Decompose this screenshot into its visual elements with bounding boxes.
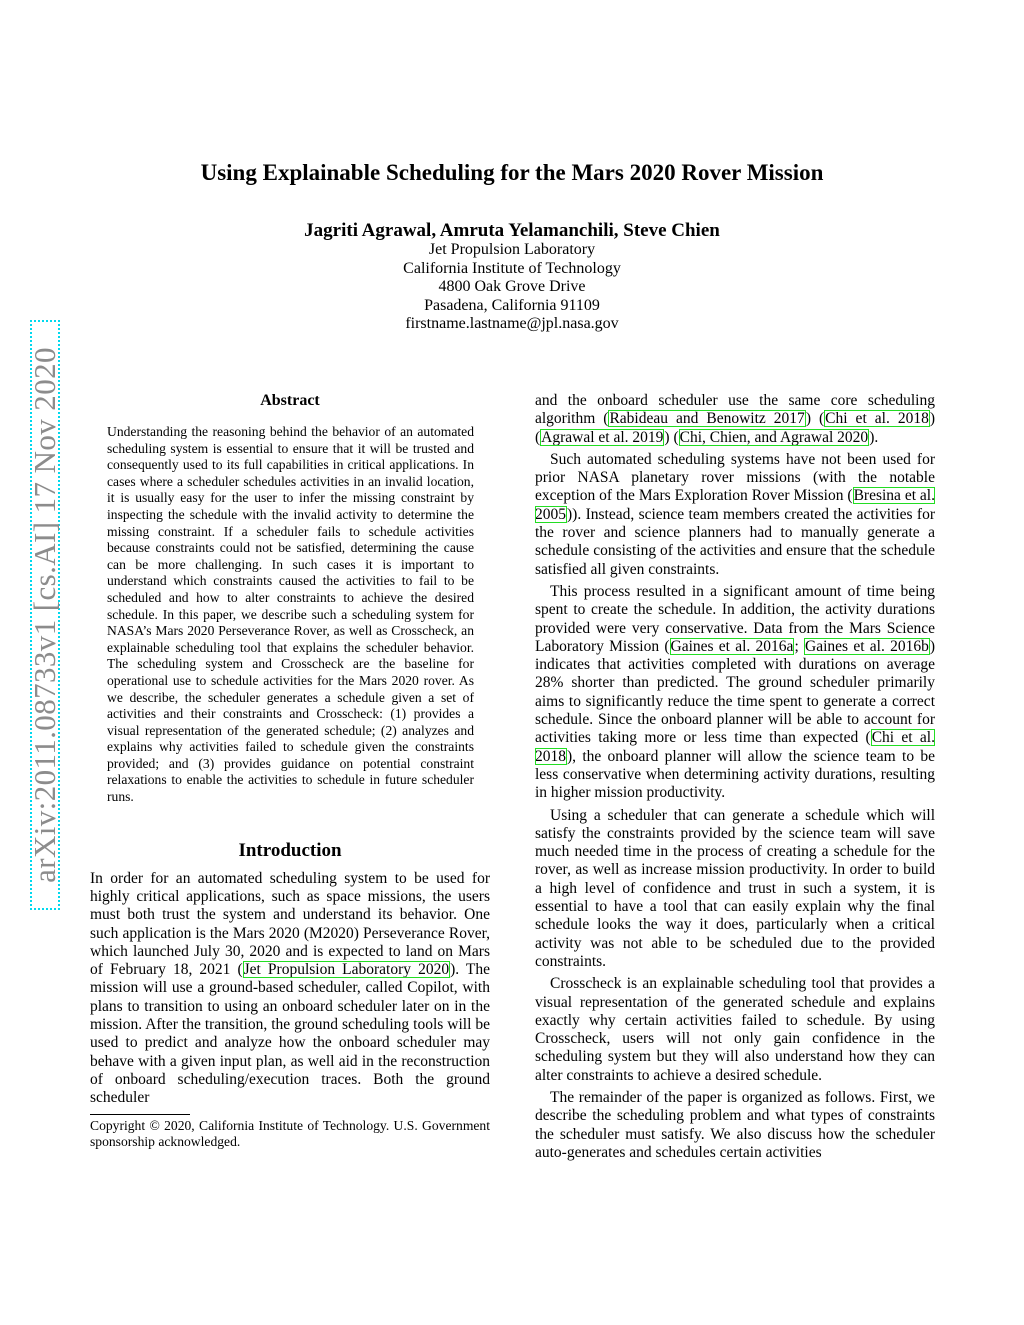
left-column: [90, 392, 490, 1150]
text-run: ) (: [535, 410, 935, 446]
text-run: ). The mission will use a ground-based scheduler, called Copilot, with plans to transition to using an onboard scheduler later on in the mission. After the transition, the ground scheduling tools will be used to predict and analyze how the onboard scheduler may behave with a given input plan, as well aid in the reconstruction of onboard scheduling/execution traces. Both the ground scheduler: [90, 961, 490, 1107]
text-run: ) (: [805, 410, 825, 428]
affiliation-line: California Institute of Technology: [403, 259, 621, 277]
author-email: firstname.lastname@jpl.nasa.gov: [405, 315, 619, 332]
introduction-paragraph: [90, 870, 490, 1108]
text-run: ;: [794, 637, 805, 655]
author-list: Jagriti Agrawal, Amruta Yelamanchili, Steve Chien: [304, 220, 720, 241]
citation-link[interactable]: Jet Propulsion Laboratory 2020: [243, 961, 450, 979]
text-run: In order for an automated scheduling system to be used for highly critical applications, such as space missions, the users must both trust the system and understand its behavior. One such application is the Mars 2020 (M2020) Perseverance Rover, which launched July 30, 2020 and is expected to land on Mars of February 18, 2021 (: [90, 869, 490, 979]
footnote-divider: [90, 1114, 190, 1115]
copyright-footnote: Copyright © 2020, California Institute of Technology. U.S. Government sponsorship acknowledged.: [90, 1117, 490, 1149]
affiliation-line: 4800 Oak Grove Drive: [438, 278, 586, 295]
body-paragraph: Crosscheck is an explainable scheduling tool that provides a visual representation of the generated schedule and explains exactly why certain activities failed to schedule. By using Crosscheck, users will not only gain confidence in the scheduling system but they will also understand how they can alter constraints to achieve a desired schedule.: [535, 975, 935, 1084]
affiliation-line: Jet Propulsion Laboratory: [428, 241, 596, 258]
affiliation-block: [0, 241, 1024, 334]
abstract-heading: Abstract: [260, 392, 320, 409]
citation-link[interactable]: Gaines et al. 2016b: [805, 637, 929, 655]
text-run: ), the onboard planner will allow the science team to be less conservative when determining activity durations, resulting in higher mission productivity.: [535, 747, 935, 802]
text-run: ) (: [664, 428, 679, 446]
body-paragraph: [535, 583, 935, 803]
body-paragraph: The remainder of the paper is organized as follows. First, we describe the scheduling problem and what types of constraints the scheduler must satisfy. We also discuss how the scheduler auto-generates and schedules certain activities: [535, 1088, 935, 1161]
body-paragraph: Using a scheduler that can generate a schedule which will satisfy the constraints provided by the science team will save much needed time in the process of creating a schedule for the rover, as well as increase mission productivity. In order to build a high level of confidence and trust in such a system, it is essential to have a tool that can easily explain why the final schedule looks the way it does, particularly when a critical activity was not able to be scheduled due to the provided constraints.: [535, 806, 935, 970]
text-run: Such automated scheduling systems have not been used for prior NASA planetary rover missions (with the notable exception of the Mars Exploration Rover Mission (: [535, 450, 935, 505]
affiliation-line: Pasadena, California 91109: [424, 296, 600, 314]
text-run: and the onboard scheduler use the same core scheduling algorithm (: [535, 392, 935, 428]
text-run: )). Instead, science team members created the activities for the rover and science planners had to manually generate a schedule consisting of the activities and ensure that the schedule satisfied all given constraints.: [535, 505, 935, 578]
text-run: ) indicates that activities completed with durations on average 28% shorter than predicted. The ground scheduler primarily aims to significantly reduce the time spent to generate a correct schedule. Since the onboard planner will be able to account for activities taking more or less time than expected (: [535, 637, 936, 747]
text-run: ).: [869, 428, 879, 446]
arxiv-identifier-text: arXiv:2011.08733v1 [cs.AI] 17 Nov 2020: [27, 347, 62, 883]
citation-link[interactable]: Bresina et al. 2005: [535, 487, 935, 523]
introduction-heading: Introduction: [238, 839, 342, 861]
citation-link[interactable]: Agrawal et al. 2019: [541, 428, 664, 446]
body-paragraph: [535, 392, 935, 447]
text-run: This process resulted in a significant amount of time being spent to create the schedule. In addition, the activity durations provided were very conservative. Data from the Mars Science Laboratory Mission (: [535, 582, 935, 655]
citation-link[interactable]: Chi, Chien, and Agrawal 2020: [679, 428, 869, 446]
citation-link[interactable]: Rabideau and Benowitz 2017: [609, 410, 805, 428]
abstract-text: Understanding the reasoning behind the behavior of an automated scheduling system is essential to ensure that it will be trusted and consequently used to its full capabilities in critical applications. In cases where a scheduler schedules activities in an invalid location, it is usually easy for the user to infer the missing constraint by inspecting the schedule with the invalid activity to determine the missing constraint. If a scheduler fails to schedule activities because constraints could not be satisfied, determining the cause can be more challenging. In such cases it is important to understand which constraints caused the activities to fail to be scheduled and how to alter constraints to achieve the desired schedule. In this paper, we describe such a scheduling system for NASA’s Mars 2020 Perseverance Rover, as well as Crosscheck, an explainable scheduling tool that explains the scheduler behavior. The scheduling system and Crosscheck are the baseline for operational use to schedule activities for the Mars 2020 rover. As we describe, the scheduler generates a schedule given a set of activities and their constraints and Crosscheck: (1) provides a visual representation of the generated schedule; (2) analyzes and explains why activities failed to schedule given the constraints provided; and (3) provides guidance on potential constraint relaxations to enable the activities to schedule in future scheduler runs.: [107, 424, 474, 805]
arxiv-identifier-stamp[interactable]: [27, 320, 62, 910]
citation-link[interactable]: Gaines et al. 2016a: [670, 637, 794, 655]
body-paragraph: [535, 451, 935, 579]
citation-link[interactable]: Chi et al. 2018: [535, 729, 935, 765]
paper-title: Using Explainable Scheduling for the Mars 2020 Rover Mission: [200, 160, 824, 185]
citation-link[interactable]: Chi et al. 2018: [825, 410, 929, 428]
right-column: [535, 392, 935, 1162]
